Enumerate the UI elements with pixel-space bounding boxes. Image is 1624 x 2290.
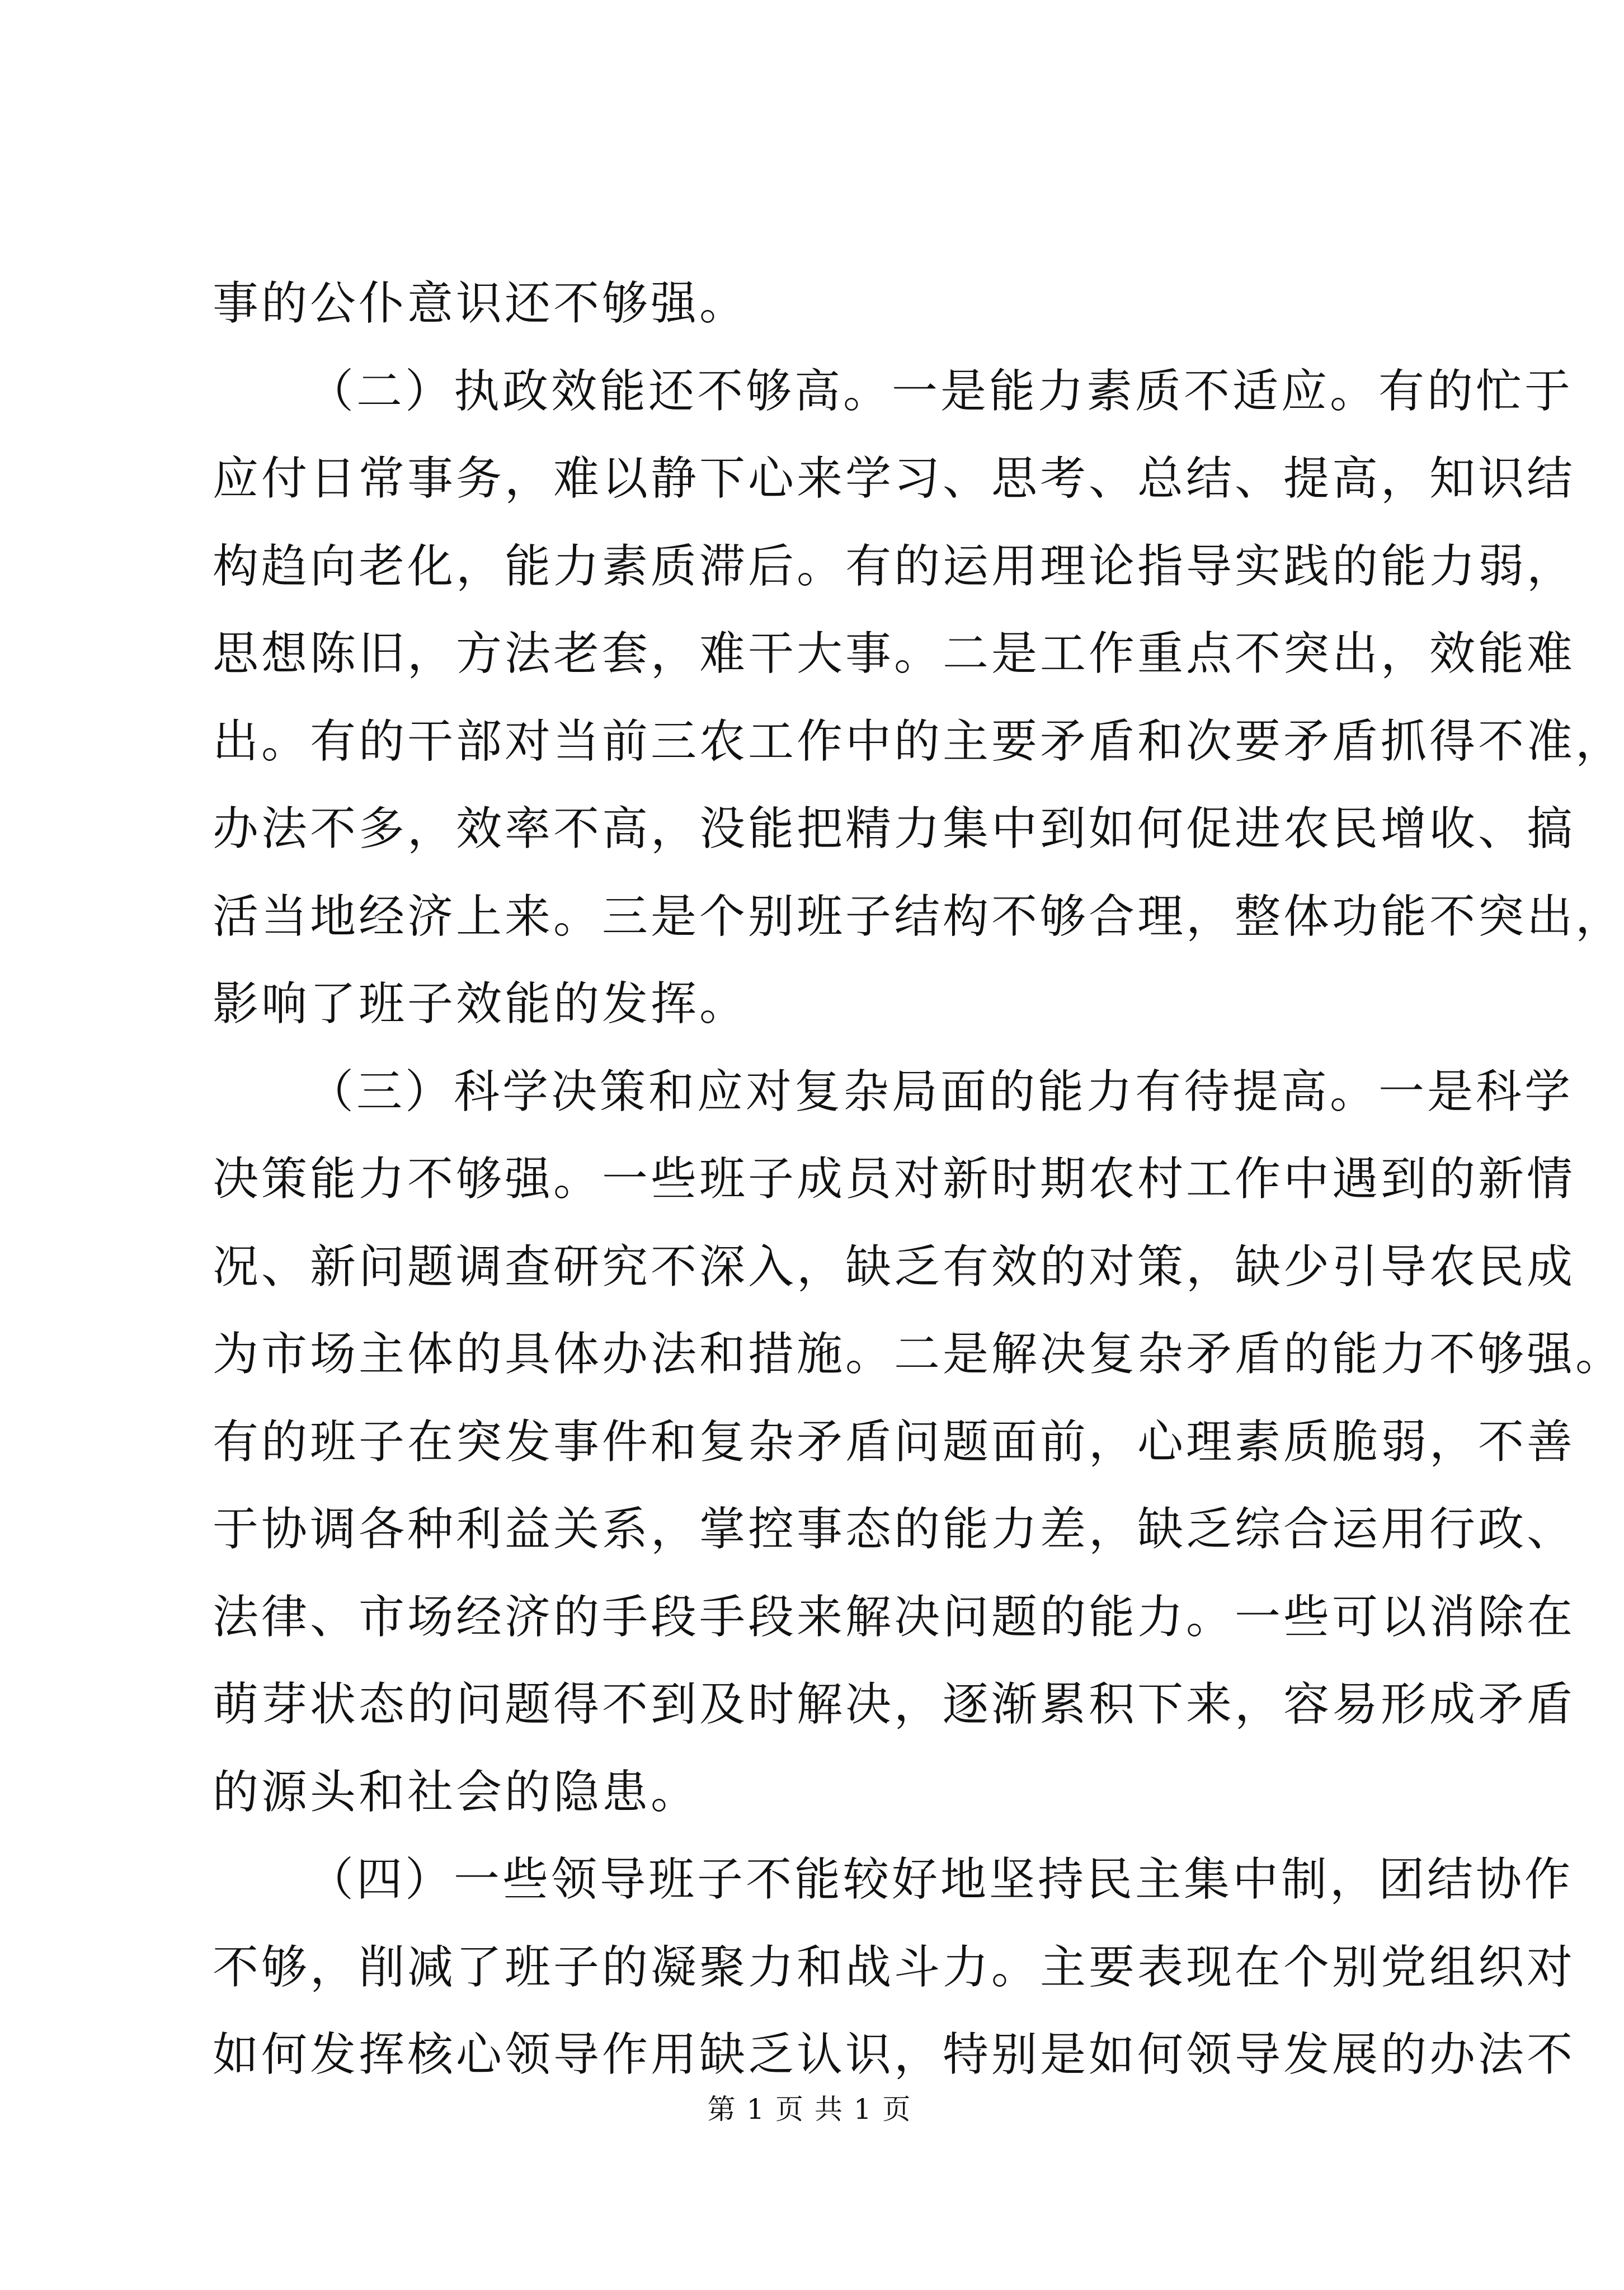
text-line: 的源头和社会的隐患。 <box>213 1765 700 1819</box>
text-line: 构趋向老化，能力素质滞后。有的运用理论指导实践的能力弱， <box>213 539 1576 593</box>
document-body <box>213 260 1624 2099</box>
text-line: 出。有的干部对当前三农工作中的主要矛盾和次要矛盾抓得不准， <box>213 714 1624 768</box>
text-line: 影响了班子效能的发挥。 <box>213 977 749 1031</box>
text-line: 不够，削减了班子的凝聚力和战斗力。主要表现在个别党组织对 <box>213 1940 1576 1994</box>
text-line: （四）一些领导班子不能较好地坚持民主集中制，团结协作 <box>308 1853 1574 1906</box>
text-line: 况、新问题调查研究不深入，缺乏有效的对策，缺少引导农民成 <box>213 1240 1576 1294</box>
text-line: 如何发挥核心领导作用缺乏认识，特别是如何领导发展的办法不 <box>213 2028 1576 2081</box>
text-line: 法律、市场经济的手段手段来解决问题的能力。一些可以消除在 <box>213 1590 1576 1644</box>
text-line: 萌芽状态的问题得不到及时解决，逐渐累积下来，容易形成矛盾 <box>213 1678 1576 1731</box>
text-line: 于协调各种利益关系，掌控事态的能力差，缺乏综合运用行政、 <box>213 1503 1576 1556</box>
text-line: 有的班子在突发事件和复杂矛盾问题面前，心理素质脆弱，不善 <box>213 1415 1576 1469</box>
text-line: （二）执政效能还不够高。一是能力素质不适应。有的忙于 <box>308 364 1574 418</box>
text-line: 为市场主体的具体办法和措施。二是解决复杂矛盾的能力不够强。 <box>213 1328 1624 1381</box>
text-line: 办法不多，效率不高，没能把精力集中到如何促进农民增收、搞 <box>213 802 1576 855</box>
text-line: 思想陈旧，方法老套，难干大事。二是工作重点不突出，效能难 <box>213 627 1576 680</box>
text-line: 应付日常事务，难以静下心来学习、思考、总结、提高，知识结 <box>213 452 1576 505</box>
text-line: （三）科学决策和应对复杂局面的能力有待提高。一是科学 <box>308 1065 1574 1118</box>
text-line: 活当地经济上来。三是个别班子结构不够合理，整体功能不突出， <box>213 890 1624 943</box>
page-footer: 第 1 页 共 1 页 <box>707 2093 912 2126</box>
text-line: 决策能力不够强。一些班子成员对新时期农村工作中遇到的新情 <box>213 1153 1576 1206</box>
text-line: 事的公仆意识还不够强。 <box>213 277 749 330</box>
